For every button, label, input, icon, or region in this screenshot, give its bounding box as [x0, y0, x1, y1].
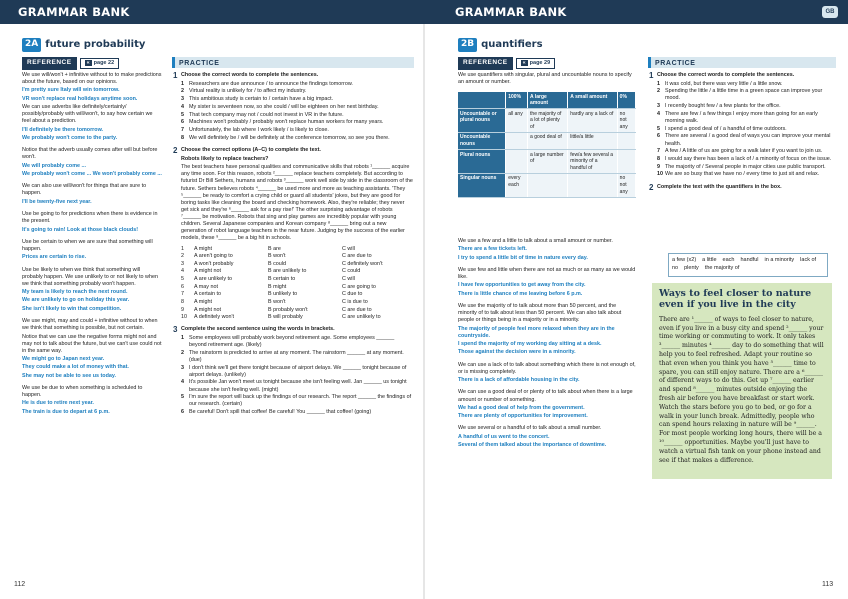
example-sentence: A handful of us went to the concert. [458, 433, 550, 440]
option-number: 7 [181, 291, 184, 298]
table-cell: a good deal of [528, 132, 568, 149]
option-number: 3 [181, 260, 184, 267]
right-intro: We use quantifiers with singular, plural and uncountable nouns to specify an amount or number. [458, 72, 632, 86]
right-reference-notes [458, 238, 636, 450]
item-text: Virtual reality is unlikely for / to affect my industry. [189, 88, 307, 95]
exercise-item[interactable] [181, 409, 413, 416]
grammar-note: We use few and little when there are not as much or as many as we would like. [458, 266, 636, 281]
exercise-1 [173, 72, 413, 142]
item-number: 5 [657, 125, 660, 132]
exercise-item[interactable] [181, 127, 413, 134]
option-a[interactable]: A definitely won't [194, 314, 234, 321]
option-c[interactable]: C due to [342, 291, 363, 298]
exercise-item[interactable] [657, 148, 835, 155]
option-number: 9 [181, 306, 184, 313]
example-sentence: There are plenty of opportunities for improvement. [458, 413, 588, 420]
option-a[interactable]: A might [194, 298, 212, 305]
option-number: 1 [181, 245, 184, 252]
table-cell: little/a little [568, 132, 617, 149]
item-number: 7 [181, 126, 184, 133]
exercise-item[interactable] [181, 104, 413, 111]
exercise-number: 1 [649, 71, 654, 80]
text-title: Robots likely to replace teachers? [181, 156, 269, 162]
page-gutter [423, 24, 425, 599]
exercise-number: 2 [173, 146, 178, 156]
table-cell [506, 150, 528, 174]
item-number: 9 [657, 163, 660, 170]
article-body: There are ¹______ of ways to feel closer to nature, even if you live in a busy city and spend ²______ your time working or commuting to work. It only takes ³______ minutes ⁴______ day to do something that will help you to feel refreshed. Adapt your routine so that even when you think you have ⁵______ time to spare, you can still enjoy nature. There are a ⁶______ of different ways to do this. Get up ⁷______ earlier and spend ⁸______ minutes outside enjoying the fresh air before you have breakfast or start work. Watch the stars before you go to bed, or go for a walk in your lunch break. Admittedly, people who can spend hours relaxing in nature will be ⁹______. For most people working long hours, there will be a ¹⁰______ opportunities. Maybe you'll just have to watch a virtual fish tank on your phone instead and see if that makes a difference. [659, 315, 824, 464]
example-sentence: It's going to rain! Look at those black clouds! [22, 226, 138, 233]
reference-page-text: page 22 [93, 59, 115, 66]
page-link-icon: « [522, 59, 526, 66]
exercise-2 [173, 147, 413, 321]
item-number: 6 [181, 409, 184, 416]
grammar-note: Use be likely to when we think that something will probably happen. We use unlikely to or not likely to when we think that something probably won't happen. [22, 266, 158, 287]
example-sentence: We are unlikely to go on holiday this year. [22, 297, 130, 304]
item-number: 2 [657, 88, 660, 95]
option-b[interactable]: B will probably [268, 314, 303, 321]
exercise-item[interactable] [181, 335, 413, 349]
option-c[interactable]: C are unlikely to [342, 314, 381, 321]
option-b[interactable]: B won't [268, 253, 286, 260]
section-name: future probability [45, 39, 146, 51]
option-a[interactable]: A aren't going to [194, 253, 233, 260]
option-b[interactable]: B are unlikely to [268, 268, 307, 275]
item-number: 4 [657, 110, 660, 117]
item-text: It's possible Jan won't meet us tonight because she isn't feeling well. Jan ______ us tonight because she isn't feeling well. (might) [189, 379, 407, 393]
table-cell [617, 132, 635, 149]
option-c[interactable]: C is due to [342, 298, 368, 305]
table-header: A small amount [568, 92, 617, 109]
example-sentence: She isn't likely to win that competition. [22, 305, 122, 312]
item-text: There are few / a few things I enjoy more than going for an early morning walk. [665, 110, 818, 125]
exercise-item[interactable] [181, 96, 413, 103]
grammar-note: We use will/won't + infinitive without to to make predictions about the future, based on our opinions. [22, 72, 162, 86]
example-sentence: I'll be twenty-five next year. [22, 198, 92, 205]
exercise-instruction: Complete the text with the quantifiers in the box. [657, 184, 782, 191]
table-row [458, 173, 636, 197]
reference-heading [458, 57, 555, 70]
word-box-item: each [722, 257, 735, 263]
example-sentence: My team is likely to reach the next round. [22, 289, 128, 296]
option-number: 8 [181, 298, 184, 305]
item-text: A few / A little of us are going for a walk later if you want to join us. [665, 148, 823, 155]
table-header: 0% [617, 92, 635, 109]
grammar-note: We use several or a handful of to talk about a small number. [458, 425, 602, 432]
grammar-note: Notice that the adverb usually comes after will but before won't. [22, 147, 158, 161]
grammar-note: We can use adverbs like definitely/certainly/ possibly/probably with will/won't, to say how certain we feel about a prediction. [22, 104, 153, 125]
row-header: Uncountable or plural nouns [458, 109, 506, 133]
example-sentence: VR won't replace real holidays anytime soon. [22, 95, 138, 102]
table-header: 100% [506, 92, 528, 109]
section-number: 2B [458, 38, 477, 52]
exercise-instruction: Choose the correct words to complete the sentences. [657, 72, 795, 78]
exercise-number: 2 [649, 183, 654, 193]
table-cell: every each [506, 173, 528, 197]
table-cell: all any [506, 109, 528, 133]
item-number: 6 [657, 133, 660, 140]
item-text: I would say there has been a lack of / a minority of focus on the issue. [665, 156, 832, 163]
table-cell [568, 173, 617, 197]
table-cell: no not any [617, 173, 635, 197]
example-sentence: I'm pretty sure Italy will win tomorrow. [22, 87, 120, 94]
exercise-number: 1 [173, 71, 178, 80]
table-row [458, 132, 636, 149]
exercise-instruction: Choose the correct words to complete the sentences. [181, 72, 319, 78]
option-b[interactable]: B probably won't [268, 306, 308, 313]
item-number: 2 [181, 88, 184, 95]
option-a[interactable]: A might [194, 245, 212, 252]
example-sentence: There is little chance of me leaving before 6 p.m. [458, 290, 583, 297]
item-text: I don't think we'll get there tonight because of airport delays. We ______ tonight because of airport delays. (unlikely) [189, 364, 407, 378]
exercise-item[interactable] [181, 379, 413, 393]
exercise-item[interactable] [657, 171, 835, 178]
exercise-item[interactable] [181, 112, 413, 119]
exercise-item[interactable] [657, 133, 835, 147]
exercise-item[interactable] [181, 81, 413, 88]
table-cell [617, 150, 635, 174]
example-sentence: We probably won't come ... We won't probably come ... [22, 171, 162, 177]
quantifiers-table [458, 92, 636, 198]
table-header: A large amount [528, 92, 568, 109]
option-c[interactable]: C will [342, 245, 355, 252]
option-a[interactable]: A are unlikely to [194, 276, 233, 282]
item-text: There are several / a good deal of ways you can improve your mental health. [665, 133, 831, 147]
item-text: My sister is seventeen now, so she could / will be eighteen on her next birthday. [189, 103, 379, 110]
grammar-note: We can use a lack of to talk about something which there is not enough of, or is missing completely. [458, 361, 636, 375]
item-number: 8 [657, 156, 660, 163]
item-number: 3 [657, 103, 660, 110]
table-header [458, 92, 506, 109]
option-c[interactable]: C definitely won't [342, 260, 383, 267]
option-c[interactable]: C are due to [342, 253, 372, 260]
word-box-item: the majority of [704, 265, 740, 272]
article-box [652, 283, 832, 479]
grammar-note: Use be certain to when we are sure that something will happen. [22, 238, 153, 252]
option-c[interactable]: C are going to [342, 283, 376, 290]
example-sentence: I have few opportunities to get away from the city. [458, 282, 586, 289]
example-sentence: I try to spend a little bit of time in nature every day. [458, 254, 588, 261]
table-row [458, 109, 636, 133]
item-number: 1 [181, 80, 184, 87]
section-number: 2A [22, 38, 41, 52]
grammar-note: We use be due to when something is scheduled to happen. [22, 385, 143, 399]
item-number: 10 [657, 171, 663, 178]
table-cell [506, 132, 528, 149]
example-sentence: We probably won't come to the party. [22, 134, 118, 141]
table-cell [528, 173, 568, 197]
option-c[interactable]: C will [342, 276, 355, 282]
option-b[interactable]: B won't [268, 298, 286, 305]
article-title: Ways to feel closer to nature even if you live in the city [659, 288, 812, 310]
item-text: The rainstorm is predicted to arrive at any moment. The rainstorm ______ at any moment. (due) [189, 349, 404, 363]
option-a[interactable]: A may not [194, 283, 218, 290]
top-bar [0, 0, 848, 24]
item-number: 4 [181, 103, 184, 110]
reference-page-link[interactable] [516, 58, 556, 69]
example-sentence: I'll definitely be there tomorrow. [22, 126, 104, 133]
word-box-item: a little [702, 257, 717, 263]
example-sentence: They could make a lot of money with that. [22, 364, 129, 371]
item-text: Machines won't probably / probably won't replace human workers for many years. [189, 119, 384, 126]
table-cell: few/a few several a minority of a handful of [568, 150, 617, 174]
options-grid [181, 246, 413, 322]
item-text: We are so busy that we have no / every time to just sit and relax. [665, 171, 820, 178]
grammar-note: We use the majority of to talk about more than 50 percent, and the minority of to talk about less than 50 percent. We can also talk about people or things being in a majority or in a minority. [458, 303, 622, 324]
reference-label: REFERENCE [458, 57, 513, 70]
word-box-item: plenty [684, 265, 699, 272]
word-box [668, 253, 828, 277]
example-sentence: She may not be able to see us today. [22, 372, 116, 379]
right-practice-header: PRACTICE [648, 57, 836, 68]
example-sentence: We had a good deal of help from the government. [458, 404, 585, 411]
item-text: Some employees will probably work beyond retirement age. Some employees ______ beyond retirement age. (likely) [189, 334, 395, 348]
exercise-item[interactable] [181, 119, 413, 126]
reference-label: REFERENCE [22, 57, 77, 70]
grammar-note: Notice that we can use the negative forms might not and may not to talk about the future, but we can't use could not in the same way. [22, 333, 162, 354]
option-a[interactable]: A won't probably [194, 260, 234, 267]
item-text: The majority of / Several people in major cities use public transport. [665, 163, 826, 170]
section-2a-title [22, 38, 145, 52]
table-cell: no not any [617, 109, 635, 133]
word-box-item: in a minority [764, 257, 795, 263]
item-number: 1 [657, 80, 660, 87]
word-box-item: lack of [800, 257, 817, 263]
left-reference-notes [22, 72, 162, 417]
exercise-item[interactable] [657, 156, 835, 163]
exercise-item[interactable] [181, 350, 413, 364]
item-number: 4 [181, 379, 184, 386]
exercise-item[interactable] [657, 126, 835, 133]
row-header: Uncountable nouns [458, 132, 506, 149]
exercise-3 [173, 326, 413, 417]
example-sentence: Prices are certain to rise. [22, 254, 87, 261]
right-page-header: GRAMMAR BANK [455, 5, 567, 19]
table-row [458, 150, 636, 174]
gap-fill-text: The best teachers have personal qualities and communicative skills that robots ¹______ acquire any time soon. For this reason, robots ²______ replace teachers completely. But according to futurist Dr Bill Sethers, humans and robots ³______ work well side by side in the classroom of the future. Sethers believes robots ⁴______ be used more and more as teaching assistants. 'They ⁵______ be ready to comfort a crying child or guard all students' jokes, but they are good for boring tasks like cleaning the board and checking homework. Also, they're reliable; they never get sick and they're ⁶______ ask for a pay rise!' The other surprising advantage of robots ⁷______ be motivation. Robots that sing and play games are incredibly popular with young children. Several Japanese companies and Korean company ⁸______ bring out a new generation of robot language teachers in the near future. Judging by the success of the earlier models, these ⁹______ be a big hit in schools. [181, 164, 413, 242]
option-b[interactable]: B could [268, 260, 286, 267]
item-number: 3 [181, 364, 184, 371]
item-number: 6 [181, 119, 184, 126]
item-text: It was cold, but there was very little / a little snow. [665, 80, 783, 87]
section-name: quantifiers [481, 39, 543, 51]
example-sentence: We might go to Japan next year. [22, 356, 105, 363]
row-header: Plural nouns [458, 150, 506, 174]
item-text: I'm sure the report will back up the findings of our research. The report ______ the findings of our research. (certain) [189, 394, 412, 408]
item-number: 7 [657, 148, 660, 155]
grammar-note: We use a few and a little to talk about a small amount or number. [458, 238, 613, 244]
grammar-bank-tab[interactable]: GB [822, 6, 838, 18]
grammar-note: Use be going to for predictions when there is evidence in the present. [22, 211, 158, 225]
option-b[interactable]: B unlikely to [268, 291, 298, 298]
item-number: 2 [181, 349, 184, 356]
left-page-header: GRAMMAR BANK [18, 5, 130, 19]
example-sentence: He is due to retire next year. [22, 400, 94, 407]
item-text: Unfortunately, the lab where I work likely / is likely to close. [189, 126, 329, 133]
reference-heading [22, 57, 119, 70]
example-sentence: The majority of people feel more relaxed when they are in the countryside. [458, 325, 615, 339]
reference-page-link[interactable] [80, 58, 120, 69]
option-number: 5 [181, 276, 184, 282]
option-number: 6 [181, 283, 184, 290]
item-number: 5 [181, 394, 184, 401]
option-a[interactable]: A might not [194, 268, 221, 275]
option-c[interactable]: C are due to [342, 306, 372, 313]
word-box-item: a few (x2) [672, 257, 697, 263]
exercise-instruction: Choose the correct options (A–C) to complete the text. [181, 147, 321, 154]
item-text: Be careful! Don't spill that coffee! Be careful! You ______ that coffee! (going) [189, 409, 372, 416]
word-box-item: no [672, 265, 679, 272]
example-sentence: There is a lack of affordable housing in the city. [458, 377, 580, 384]
exercise-item[interactable] [181, 365, 413, 379]
item-number: 5 [181, 111, 184, 118]
page-number-left: 112 [14, 581, 26, 588]
table-cell: the majority of a lot of plenty of [528, 109, 568, 133]
grammar-note: We can also use will/won't for things that are sure to happen. [22, 183, 147, 197]
option-a[interactable]: A certain to [194, 291, 221, 298]
option-number: 10 [181, 314, 187, 321]
option-number: 2 [181, 253, 184, 260]
option-c[interactable]: C could [342, 268, 361, 275]
option-b[interactable]: B are [268, 245, 281, 252]
exercise-item[interactable] [181, 88, 413, 95]
exercise-number: 3 [173, 325, 178, 335]
example-sentence: The train is due to depart at 6 p.m. [22, 408, 110, 415]
option-b[interactable]: B might [268, 283, 287, 290]
page-number-right: 113 [822, 581, 834, 588]
exercise-item[interactable] [181, 394, 413, 408]
exercise-item[interactable] [181, 135, 413, 142]
left-practice-header: PRACTICE [172, 57, 414, 68]
item-text: I spend a good deal of / a handful of time outdoors. [665, 125, 787, 132]
option-a[interactable]: A might not [194, 306, 221, 313]
left-practice [173, 72, 413, 418]
item-text: Researchers are due announce / to announce the findings tomorrow. [189, 80, 353, 87]
exercise-item[interactable] [657, 103, 835, 110]
option-number: 4 [181, 268, 184, 275]
table-cell: hardly any a lack of [568, 109, 617, 133]
exercise-instruction: Complete the second sentence using the words in brackets. [181, 326, 335, 333]
page-link-icon: « [86, 59, 90, 66]
item-text: Spending the little / a little time in a green space can improve your mood. [665, 88, 823, 102]
exercise-2 [649, 184, 835, 193]
item-text: I recently bought few / a few plants for the office. [665, 103, 781, 110]
exercise-item[interactable] [657, 88, 835, 102]
item-text: We will definitely be / will be definitely at the conference tomorrow, so see you there. [189, 134, 390, 141]
example-sentence: We will probably come ... [22, 162, 87, 169]
section-2b-title [458, 38, 543, 52]
right-practice [649, 72, 835, 194]
row-header: Singular nouns [458, 173, 506, 197]
option-b[interactable]: B certain to [268, 276, 296, 282]
item-number: 3 [181, 96, 184, 103]
item-number: 8 [181, 134, 184, 141]
table-cell: a large number of [528, 150, 568, 174]
exercise-item[interactable] [657, 81, 835, 88]
word-box-item: handful [740, 257, 759, 263]
example-sentence: Those against the decision were in a minority. [458, 349, 576, 356]
reference-page-text: page 29 [529, 59, 551, 66]
exercise-1 [649, 72, 835, 179]
exercise-item[interactable] [657, 111, 835, 125]
example-sentence: I spend the majority of my working day sitting at a desk. [458, 341, 602, 347]
item-text: That tech company may not / could not invest in VR in the future. [189, 111, 344, 118]
item-number: 1 [181, 334, 184, 341]
exercise-item[interactable] [657, 164, 835, 171]
example-sentence: There are a few tickets left. [458, 246, 527, 253]
grammar-note: We can use a good deal of or plenty of to talk about when there is a large amount or number of something. [458, 389, 633, 403]
item-text: This ambitious study is certain to / certain have a big impact. [189, 96, 334, 103]
grammar-note: We use might, may and could + infinitive without to when we think that something is possible, but not certain. [22, 318, 158, 332]
example-sentence: Several of them talked about the importance of downtime. [458, 442, 607, 449]
